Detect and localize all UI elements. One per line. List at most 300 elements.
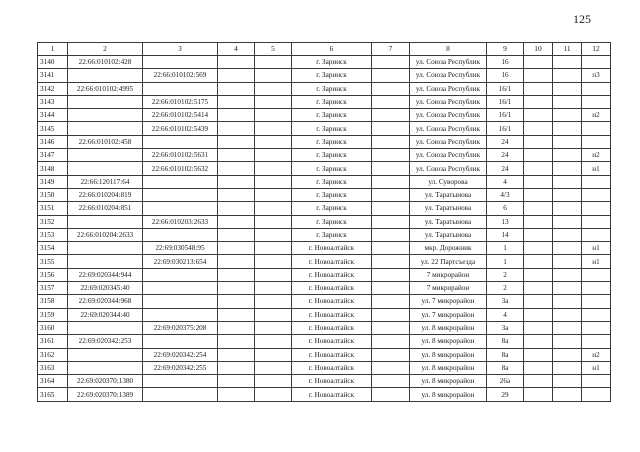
header-cell: 9 (487, 43, 524, 56)
house-number-cell: 3а (487, 321, 524, 334)
row-number-cell: 3141 (38, 69, 68, 82)
table-header (38, 43, 611, 56)
table-row (38, 295, 611, 308)
empty-cell (553, 321, 582, 334)
header-cell: 3 (143, 43, 218, 56)
empty-cell (255, 282, 292, 295)
empty-cell (218, 149, 255, 162)
table-row (38, 228, 611, 241)
city-cell: г. Новоалтайск (292, 388, 372, 401)
empty-cell (255, 388, 292, 401)
empty-cell (218, 268, 255, 281)
empty-cell (372, 361, 410, 374)
table-row (38, 282, 611, 295)
empty-cell (524, 228, 553, 241)
cadastral-number-cell: 22:66:010102:458 (68, 135, 143, 148)
row-number-cell: 3151 (38, 202, 68, 215)
table-row (38, 202, 611, 215)
empty-cell (372, 295, 410, 308)
row-number-cell: 3160 (38, 321, 68, 334)
empty-cell (255, 215, 292, 228)
empty-cell (255, 255, 292, 268)
note-cell (582, 202, 611, 215)
note-cell (582, 188, 611, 201)
empty-cell (524, 335, 553, 348)
header-cell: 2 (68, 43, 143, 56)
note-cell: н2 (582, 149, 611, 162)
empty-cell (255, 348, 292, 361)
empty-cell (218, 122, 255, 135)
cadastral-number-cell (68, 109, 143, 122)
house-number-cell: 2 (487, 282, 524, 295)
empty-cell (218, 335, 255, 348)
city-cell: г. Новоалтайск (292, 348, 372, 361)
row-number-cell: 3161 (38, 335, 68, 348)
cadastral-number-cell (68, 95, 143, 108)
street-cell: ул. Союза Республик (410, 109, 487, 122)
table-row (38, 321, 611, 334)
street-cell: ул. Союза Республик (410, 56, 487, 69)
empty-cell (372, 69, 410, 82)
header-row (38, 43, 611, 56)
note-cell (582, 375, 611, 388)
empty-cell (255, 188, 292, 201)
note-cell: н1 (582, 242, 611, 255)
empty-cell (553, 82, 582, 95)
empty-cell (553, 215, 582, 228)
note-cell (582, 82, 611, 95)
empty-cell (524, 82, 553, 95)
empty-cell (255, 321, 292, 334)
street-cell: ул. 7 микрорайон (410, 308, 487, 321)
row-number-cell: 3154 (38, 242, 68, 255)
empty-cell (524, 135, 553, 148)
cadastral-number-cell: 22:69:020370:1380 (68, 375, 143, 388)
row-number-cell: 3159 (38, 308, 68, 321)
cadastral-number-premise-cell (143, 175, 218, 188)
cadastral-number-premise-cell (143, 202, 218, 215)
cadastral-number-premise-cell (143, 56, 218, 69)
note-cell (582, 335, 611, 348)
empty-cell (255, 122, 292, 135)
empty-cell (553, 308, 582, 321)
cadastral-number-premise-cell (143, 135, 218, 148)
empty-cell (372, 56, 410, 69)
house-number-cell: 8а (487, 348, 524, 361)
empty-cell (524, 202, 553, 215)
table-row (38, 109, 611, 122)
empty-cell (218, 135, 255, 148)
row-number-cell: 3148 (38, 162, 68, 175)
row-number-cell: 3156 (38, 268, 68, 281)
empty-cell (372, 82, 410, 95)
row-number-cell: 3144 (38, 109, 68, 122)
city-cell: г. Заринск (292, 175, 372, 188)
empty-cell (372, 95, 410, 108)
empty-cell (218, 242, 255, 255)
house-number-cell: 13 (487, 215, 524, 228)
empty-cell (553, 361, 582, 374)
table-row (38, 135, 611, 148)
empty-cell (255, 335, 292, 348)
cadastral-number-cell (68, 361, 143, 374)
note-cell (582, 321, 611, 334)
empty-cell (218, 255, 255, 268)
empty-cell (524, 388, 553, 401)
empty-cell (553, 295, 582, 308)
street-cell: ул. Таратынова (410, 202, 487, 215)
empty-cell (524, 122, 553, 135)
empty-cell (553, 95, 582, 108)
table-row (38, 188, 611, 201)
empty-cell (218, 56, 255, 69)
empty-cell (553, 135, 582, 148)
city-cell: г. Заринск (292, 56, 372, 69)
note-cell (582, 122, 611, 135)
house-number-cell: 24 (487, 135, 524, 148)
row-number-cell: 3150 (38, 188, 68, 201)
note-cell (582, 295, 611, 308)
house-number-cell: 24 (487, 149, 524, 162)
cadastral-number-premise-cell (143, 268, 218, 281)
cadastral-number-cell: 22:69:020344:968 (68, 295, 143, 308)
table-row (38, 82, 611, 95)
cadastral-number-cell (68, 321, 143, 334)
empty-cell (372, 215, 410, 228)
table-row (38, 149, 611, 162)
empty-cell (255, 95, 292, 108)
empty-cell (372, 228, 410, 241)
empty-cell (553, 348, 582, 361)
empty-cell (372, 268, 410, 281)
cadastral-number-cell: 22:66:010204:819 (68, 188, 143, 201)
empty-cell (524, 149, 553, 162)
empty-cell (524, 361, 553, 374)
city-cell: г. Заринск (292, 69, 372, 82)
city-cell: г. Заринск (292, 202, 372, 215)
row-number-cell: 3164 (38, 375, 68, 388)
empty-cell (372, 321, 410, 334)
empty-cell (524, 255, 553, 268)
empty-cell (218, 321, 255, 334)
empty-cell (524, 69, 553, 82)
empty-cell (372, 308, 410, 321)
empty-cell (255, 162, 292, 175)
empty-cell (372, 388, 410, 401)
table-row (38, 348, 611, 361)
table-row (38, 122, 611, 135)
street-cell: ул. 8 микрорайон (410, 375, 487, 388)
note-cell: н2 (582, 109, 611, 122)
empty-cell (372, 335, 410, 348)
cadastral-number-cell (68, 255, 143, 268)
row-number-cell: 3149 (38, 175, 68, 188)
cadastral-number-cell: 22:69:020344:40 (68, 308, 143, 321)
street-cell: ул. 8 микрорайон (410, 388, 487, 401)
empty-cell (524, 321, 553, 334)
row-number-cell: 3163 (38, 361, 68, 374)
empty-cell (372, 348, 410, 361)
house-number-cell: 1 (487, 255, 524, 268)
cadastral-number-premise-cell (143, 282, 218, 295)
empty-cell (255, 295, 292, 308)
empty-cell (553, 242, 582, 255)
house-number-cell: 3а (487, 295, 524, 308)
street-cell: ул. Союза Республик (410, 82, 487, 95)
empty-cell (553, 56, 582, 69)
empty-cell (218, 282, 255, 295)
note-cell (582, 215, 611, 228)
empty-cell (372, 122, 410, 135)
city-cell: г. Заринск (292, 122, 372, 135)
row-number-cell: 3140 (38, 56, 68, 69)
cadastral-number-cell: 22:69:020344:944 (68, 268, 143, 281)
street-cell: ул. Союза Республик (410, 122, 487, 135)
cadastral-number-cell: 22:66:010204:2633 (68, 228, 143, 241)
empty-cell (255, 361, 292, 374)
cadastral-number-cell (68, 215, 143, 228)
header-cell: 10 (524, 43, 553, 56)
empty-cell (524, 215, 553, 228)
empty-cell (524, 282, 553, 295)
note-cell (582, 268, 611, 281)
cadastral-number-premise-cell: 22:66:010102:5631 (143, 149, 218, 162)
empty-cell (218, 95, 255, 108)
empty-cell (218, 228, 255, 241)
cadastral-number-cell (68, 348, 143, 361)
table-row (38, 215, 611, 228)
empty-cell (553, 149, 582, 162)
table-body (38, 56, 611, 402)
table-row (38, 255, 611, 268)
header-cell: 6 (292, 43, 372, 56)
row-number-cell: 3146 (38, 135, 68, 148)
cadastral-number-premise-cell (143, 188, 218, 201)
row-number-cell: 3158 (38, 295, 68, 308)
empty-cell (553, 335, 582, 348)
cadastral-number-premise-cell: 22:66:010203:2633 (143, 215, 218, 228)
empty-cell (524, 242, 553, 255)
street-cell: ул. 7 микрорайон (410, 295, 487, 308)
cadastral-number-premise-cell (143, 228, 218, 241)
empty-cell (218, 361, 255, 374)
cadastral-number-cell: 22:69:020342:253 (68, 335, 143, 348)
cadastral-number-premise-cell: 22:69:020342:255 (143, 361, 218, 374)
street-cell: 7 микрорайон (410, 268, 487, 281)
header-cell: 5 (255, 43, 292, 56)
street-cell: ул. Союза Республик (410, 149, 487, 162)
empty-cell (553, 69, 582, 82)
city-cell: г. Заринск (292, 188, 372, 201)
empty-cell (255, 202, 292, 215)
note-cell (582, 282, 611, 295)
note-cell (582, 175, 611, 188)
row-number-cell: 3162 (38, 348, 68, 361)
header-cell: 4 (218, 43, 255, 56)
empty-cell (553, 202, 582, 215)
note-cell (582, 135, 611, 148)
empty-cell (218, 82, 255, 95)
page-number: 125 (573, 12, 591, 26)
house-number-cell: 14 (487, 228, 524, 241)
empty-cell (218, 202, 255, 215)
empty-cell (372, 149, 410, 162)
cadastral-number-premise-cell (143, 375, 218, 388)
cadastral-number-cell: 22:66:120117:64 (68, 175, 143, 188)
empty-cell (524, 162, 553, 175)
house-number-cell: 16/1 (487, 95, 524, 108)
note-cell: н1 (582, 255, 611, 268)
cadastral-number-premise-cell: 22:66:010102:569 (143, 69, 218, 82)
street-cell: ул. Союза Республик (410, 162, 487, 175)
cadastral-number-cell: 22:69:020370:1389 (68, 388, 143, 401)
empty-cell (255, 308, 292, 321)
empty-cell (255, 375, 292, 388)
cadastral-number-cell: 22:66:010102:4995 (68, 82, 143, 95)
street-cell: ул. Суворова (410, 175, 487, 188)
table-row (38, 162, 611, 175)
cadastral-number-cell (68, 162, 143, 175)
row-number-cell: 3142 (38, 82, 68, 95)
table-row (38, 308, 611, 321)
table-row (38, 335, 611, 348)
cadastral-number-premise-cell (143, 82, 218, 95)
empty-cell (372, 109, 410, 122)
street-cell: ул. 22 Партсъезда (410, 255, 487, 268)
empty-cell (372, 202, 410, 215)
header-cell: 1 (38, 43, 68, 56)
table-row (38, 375, 611, 388)
house-number-cell: 16/1 (487, 122, 524, 135)
row-number-cell: 3147 (38, 149, 68, 162)
house-number-cell: 24 (487, 162, 524, 175)
table-row (38, 388, 611, 401)
city-cell: г. Заринск (292, 162, 372, 175)
row-number-cell: 3143 (38, 95, 68, 108)
empty-cell (218, 175, 255, 188)
cadastral-number-premise-cell: 22:69:020342:254 (143, 348, 218, 361)
header-cell: 11 (553, 43, 582, 56)
empty-cell (553, 122, 582, 135)
header-cell: 12 (582, 43, 611, 56)
empty-cell (372, 175, 410, 188)
house-number-cell: 16 (487, 56, 524, 69)
street-cell: ул. 8 микрорайон (410, 335, 487, 348)
cadastral-number-premise-cell: 22:66:010102:5439 (143, 122, 218, 135)
street-cell: ул. Таратынова (410, 188, 487, 201)
city-cell: г. Новоалтайск (292, 295, 372, 308)
empty-cell (553, 175, 582, 188)
empty-cell (218, 162, 255, 175)
header-cell: 8 (410, 43, 487, 56)
empty-cell (372, 255, 410, 268)
city-cell: г. Новоалтайск (292, 242, 372, 255)
cadastral-number-premise-cell: 22:66:010102:5175 (143, 95, 218, 108)
cadastral-number-premise-cell: 22:69:030548:95 (143, 242, 218, 255)
city-cell: г. Заринск (292, 135, 372, 148)
city-cell: г. Заринск (292, 109, 372, 122)
city-cell: г. Заринск (292, 228, 372, 241)
table-row (38, 242, 611, 255)
empty-cell (218, 295, 255, 308)
empty-cell (255, 109, 292, 122)
empty-cell (255, 175, 292, 188)
city-cell: г. Заринск (292, 215, 372, 228)
empty-cell (218, 215, 255, 228)
empty-cell (553, 255, 582, 268)
house-number-cell: 4 (487, 175, 524, 188)
house-number-cell: 16/1 (487, 82, 524, 95)
note-cell: н1 (582, 162, 611, 175)
house-number-cell: 2 (487, 268, 524, 281)
street-cell: мкр. Дорожник (410, 242, 487, 255)
street-cell: ул. 8 микрорайон (410, 348, 487, 361)
empty-cell (372, 375, 410, 388)
empty-cell (218, 109, 255, 122)
house-number-cell: 8а (487, 361, 524, 374)
cadastral-number-premise-cell: 22:69:020375:208 (143, 321, 218, 334)
street-cell: ул. Таратынова (410, 215, 487, 228)
table-row (38, 268, 611, 281)
row-number-cell: 3157 (38, 282, 68, 295)
empty-cell (553, 388, 582, 401)
empty-cell (553, 375, 582, 388)
empty-cell (255, 242, 292, 255)
empty-cell (372, 162, 410, 175)
city-cell: г. Заринск (292, 82, 372, 95)
house-number-cell: 4 (487, 308, 524, 321)
empty-cell (524, 95, 553, 108)
empty-cell (255, 268, 292, 281)
city-cell: г. Заринск (292, 149, 372, 162)
empty-cell (255, 56, 292, 69)
empty-cell (553, 188, 582, 201)
note-cell: п3 (582, 69, 611, 82)
row-number-cell: 3153 (38, 228, 68, 241)
house-number-cell: 29 (487, 388, 524, 401)
cadastral-number-premise-cell (143, 308, 218, 321)
street-cell: 7 микрорайон (410, 282, 487, 295)
empty-cell (524, 375, 553, 388)
empty-cell (524, 295, 553, 308)
house-number-cell: 16 (487, 69, 524, 82)
city-cell: г. Новоалтайск (292, 321, 372, 334)
empty-cell (218, 69, 255, 82)
empty-cell (255, 69, 292, 82)
empty-cell (553, 268, 582, 281)
city-cell: г. Новоалтайск (292, 255, 372, 268)
cadastral-number-premise-cell: 22:69:030213:654 (143, 255, 218, 268)
cadastral-number-cell: 22:66:010102:428 (68, 56, 143, 69)
street-cell: ул. 8 микрорайон (410, 361, 487, 374)
cadastral-number-cell: 22:69:020345:40 (68, 282, 143, 295)
empty-cell (255, 82, 292, 95)
note-cell (582, 228, 611, 241)
house-number-cell: 1 (487, 242, 524, 255)
empty-cell (372, 242, 410, 255)
note-cell: н2 (582, 348, 611, 361)
city-cell: г. Новоалтайск (292, 268, 372, 281)
house-number-cell: 8а (487, 335, 524, 348)
cadastral-number-cell (68, 122, 143, 135)
street-cell: ул. 8 микрорайон (410, 321, 487, 334)
empty-cell (218, 188, 255, 201)
cadastral-number-premise-cell (143, 388, 218, 401)
empty-cell (524, 188, 553, 201)
row-number-cell: 3165 (38, 388, 68, 401)
city-cell: г. Новоалтайск (292, 361, 372, 374)
table-row (38, 95, 611, 108)
